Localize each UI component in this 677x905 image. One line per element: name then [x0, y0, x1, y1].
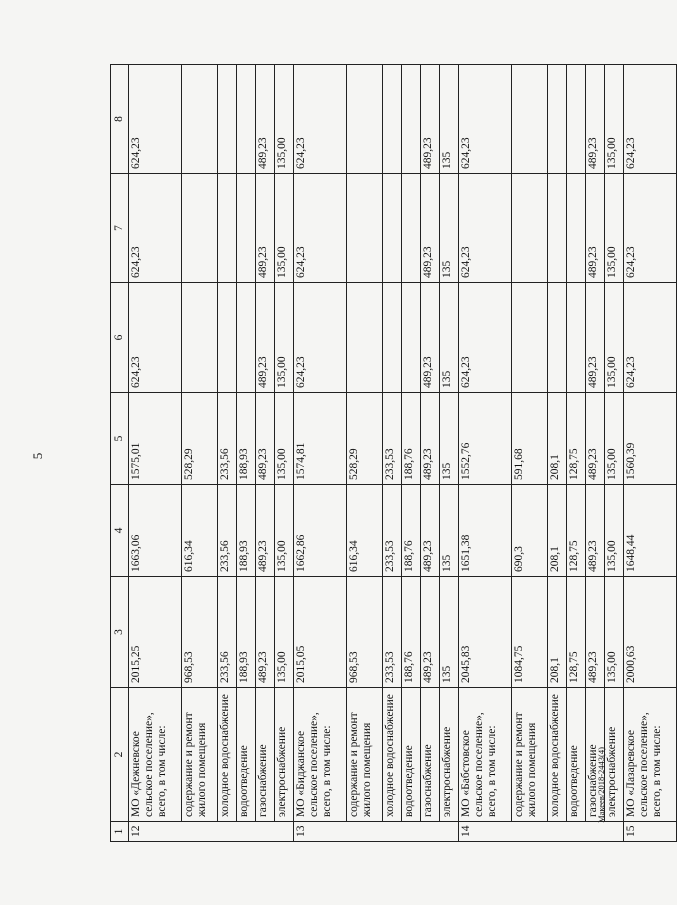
value-cell	[402, 174, 421, 283]
value-cell: 233,53	[383, 577, 402, 688]
row-number: 15	[624, 822, 677, 842]
value-cell: 135,00	[605, 65, 624, 174]
municipality-title: МО «Дежневское сельское поселение», всего, в том числе:	[129, 688, 182, 822]
value-cell: 135,00	[275, 174, 294, 283]
value-cell	[512, 174, 548, 283]
value-cell: 135,00	[605, 283, 624, 393]
value-cell	[237, 174, 256, 283]
value-cell: 624,23	[624, 283, 677, 393]
value-cell: 624,23	[624, 174, 677, 283]
value-cell: 624,23	[129, 174, 182, 283]
group-total-row	[459, 65, 512, 842]
table-body	[129, 65, 677, 842]
sub-row	[586, 65, 605, 842]
value-cell: 489,23	[421, 174, 440, 283]
service-label: холодное водоснабжение	[218, 688, 237, 822]
value-cell: 135,00	[605, 485, 624, 577]
service-label: содержание и ремонт жилого помещения	[182, 688, 218, 822]
value-cell	[218, 65, 237, 174]
value-cell: 1575,01	[129, 393, 182, 485]
value-cell: 135	[440, 174, 459, 283]
value-cell: 128,75	[567, 393, 586, 485]
sub-row	[218, 65, 237, 842]
value-cell: 690,3	[512, 485, 548, 577]
sub-row	[402, 65, 421, 842]
value-cell	[347, 174, 383, 283]
value-cell: 489,23	[256, 393, 275, 485]
value-cell: 135,00	[275, 65, 294, 174]
row-number: 12	[129, 822, 294, 842]
value-cell: 135,00	[275, 577, 294, 688]
sub-row	[383, 65, 402, 842]
value-cell: 135	[440, 65, 459, 174]
value-cell	[347, 283, 383, 393]
value-cell: 1574,81	[294, 393, 347, 485]
value-cell	[402, 65, 421, 174]
sub-row	[256, 65, 275, 842]
value-cell: 528,29	[182, 393, 218, 485]
value-cell: 489,23	[586, 174, 605, 283]
value-cell: 135,00	[605, 174, 624, 283]
header-cell: 3	[111, 577, 129, 688]
group-total-row	[624, 65, 677, 842]
sub-row	[512, 65, 548, 842]
value-cell: 489,23	[586, 577, 605, 688]
value-cell: 968,53	[347, 577, 383, 688]
value-cell: 135,00	[605, 393, 624, 485]
value-cell	[237, 283, 256, 393]
value-cell: 2015,25	[129, 577, 182, 688]
service-label: водоотведение	[567, 688, 586, 822]
sub-row	[567, 65, 586, 842]
header-cell: 8	[111, 65, 129, 174]
sub-row	[605, 65, 624, 842]
value-cell: 188,76	[402, 485, 421, 577]
value-cell: 489,23	[256, 174, 275, 283]
municipality-title: МО «Бабстовское сельское поселение», всего, в том числе:	[459, 688, 512, 822]
value-cell: 624,23	[624, 65, 677, 174]
value-cell: 1651,38	[459, 485, 512, 577]
value-cell	[548, 65, 567, 174]
sub-row	[347, 65, 383, 842]
service-label: содержание и ремонт жилого помещения	[512, 688, 548, 822]
value-cell: 188,76	[402, 577, 421, 688]
value-cell: 2045,83	[459, 577, 512, 688]
service-label: газоснабжение	[421, 688, 440, 822]
service-label: холодное водоснабжение	[548, 688, 567, 822]
value-cell: 1084,75	[512, 577, 548, 688]
value-cell: 135,00	[275, 393, 294, 485]
value-cell: 489,23	[256, 577, 275, 688]
value-cell: 135	[440, 485, 459, 577]
sub-row	[421, 65, 440, 842]
value-cell: 128,75	[567, 577, 586, 688]
service-label: электроснабжение	[440, 688, 459, 822]
value-cell: 489,23	[421, 393, 440, 485]
page-number: 5	[30, 452, 45, 460]
value-cell: 1560,39	[624, 393, 677, 485]
service-label: содержание и ремонт жилого помещения	[347, 688, 383, 822]
value-cell: 1648,44	[624, 485, 677, 577]
value-cell	[567, 174, 586, 283]
value-cell	[218, 174, 237, 283]
value-cell: 188,93	[237, 485, 256, 577]
value-cell: 489,23	[586, 485, 605, 577]
header-cell: 4	[111, 485, 129, 577]
value-cell: 624,23	[294, 283, 347, 393]
value-cell	[567, 65, 586, 174]
value-cell: 624,23	[459, 65, 512, 174]
value-cell	[347, 65, 383, 174]
header-cell: 1	[111, 822, 129, 842]
header-cell: 6	[111, 283, 129, 393]
value-cell: 528,29	[347, 393, 383, 485]
value-cell	[512, 283, 548, 393]
value-cell: 489,23	[586, 283, 605, 393]
value-cell: 489,23	[256, 485, 275, 577]
value-cell: 135,00	[275, 485, 294, 577]
value-cell: 1663,06	[129, 485, 182, 577]
service-label: электроснабжение	[605, 688, 624, 822]
value-cell: 188,93	[237, 577, 256, 688]
value-cell: 624,23	[459, 283, 512, 393]
value-cell: 616,34	[182, 485, 218, 577]
group-total-row	[129, 65, 182, 842]
value-cell: 489,23	[421, 65, 440, 174]
value-cell: 208,1	[548, 577, 567, 688]
value-cell: 135	[440, 283, 459, 393]
municipality-title: МО «Лазаревское сельское поселение», всего, в том числе:	[624, 688, 677, 822]
value-cell: 135	[440, 393, 459, 485]
value-cell: 135,00	[275, 283, 294, 393]
row-number: 13	[294, 822, 459, 842]
service-label: водоотведение	[237, 688, 256, 822]
value-cell: 624,23	[294, 65, 347, 174]
value-cell: 188,76	[402, 393, 421, 485]
value-cell: 489,23	[586, 65, 605, 174]
value-cell: 128,75	[567, 485, 586, 577]
row-number: 14	[459, 822, 624, 842]
value-cell: 489,23	[421, 577, 440, 688]
header-cell: 5	[111, 393, 129, 485]
value-cell	[567, 283, 586, 393]
value-cell	[402, 283, 421, 393]
value-cell: 233,56	[218, 577, 237, 688]
value-cell: 591,68	[512, 393, 548, 485]
value-cell: 208,1	[548, 485, 567, 577]
value-cell: 489,23	[256, 283, 275, 393]
value-cell	[182, 65, 218, 174]
value-cell	[218, 283, 237, 393]
service-label: водоотведение	[402, 688, 421, 822]
sub-row	[440, 65, 459, 842]
value-cell: 233,56	[218, 393, 237, 485]
value-cell: 135,00	[605, 577, 624, 688]
value-cell: 489,23	[256, 65, 275, 174]
value-cell: 489,23	[421, 485, 440, 577]
value-cell: 2000,63	[624, 577, 677, 688]
value-cell	[548, 283, 567, 393]
sub-row	[182, 65, 218, 842]
value-cell: 616,34	[347, 485, 383, 577]
value-cell	[512, 65, 548, 174]
value-cell	[182, 174, 218, 283]
value-cell: 489,23	[421, 283, 440, 393]
value-cell	[237, 65, 256, 174]
municipality-title: МО «Биджанское сельское поселение», всего, в том числе:	[294, 688, 347, 822]
value-cell	[383, 283, 402, 393]
tariff-table	[110, 64, 677, 842]
value-cell: 624,23	[294, 174, 347, 283]
header-cell: 2	[111, 688, 129, 822]
sub-row	[548, 65, 567, 842]
value-cell: 188,93	[237, 393, 256, 485]
value-cell	[383, 65, 402, 174]
value-cell: 624,23	[129, 283, 182, 393]
value-cell	[182, 283, 218, 393]
sub-row	[275, 65, 294, 842]
value-cell: 135	[440, 577, 459, 688]
service-label: холодное водоснабжение	[383, 688, 402, 822]
header-cell: 7	[111, 174, 129, 283]
service-label: газоснабжение	[586, 688, 605, 822]
value-cell	[548, 174, 567, 283]
group-total-row	[294, 65, 347, 842]
service-label: газоснабжение	[256, 688, 275, 822]
sub-row	[237, 65, 256, 842]
value-cell: 208,1	[548, 393, 567, 485]
value-cell: 1662,86	[294, 485, 347, 577]
header-row	[111, 65, 129, 842]
value-cell: 489,23	[586, 393, 605, 485]
document-reference: Макеев/2018-2443(4)	[596, 747, 606, 823]
value-cell	[383, 174, 402, 283]
value-cell: 233,56	[218, 485, 237, 577]
value-cell: 624,23	[129, 65, 182, 174]
value-cell: 233,53	[383, 393, 402, 485]
value-cell: 2015,05	[294, 577, 347, 688]
value-cell: 233,53	[383, 485, 402, 577]
value-cell: 1552,76	[459, 393, 512, 485]
service-label: электроснабжение	[275, 688, 294, 822]
value-cell: 968,53	[182, 577, 218, 688]
value-cell: 624,23	[459, 174, 512, 283]
